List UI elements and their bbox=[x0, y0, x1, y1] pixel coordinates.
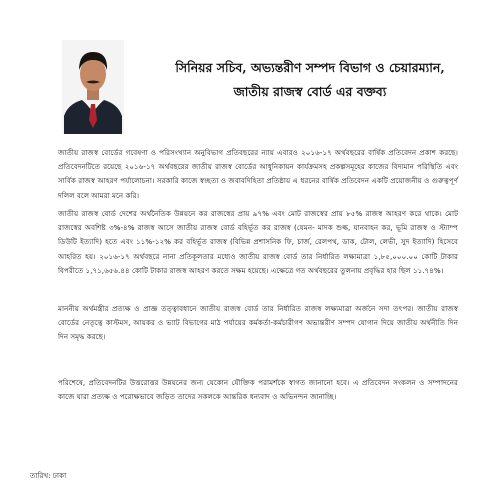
statement-title bbox=[150, 56, 470, 104]
paragraph-2: জাতীয় রাজস্ব বোর্ড দেশের অর্থনৈতিক উন্নয়নে কর রাজস্বের প্রায় ৯৭% এবং মোট রাজস্বের প্রায় ৮৫% রাজস্ব আহরণ করে থাকে। মোট রাজস্বের অবশিষ্ট ৩%-৪% রাজস্ব আসে জাতীয় রাজস্ব বোর্ড বহির্ভূত কর রাজস্ব (যেমন- মাদক শুল্ক, যানবাহন কর, ভূমি রাজস্ব ও স্ট্যাম্প ডিউটি ইত্যাদি) হতে এবং ১১%-১২% কর বহির্ভূত রাজস্ব (বিভিন্ন প্রশাসনিক ফি, চার্জ, রেলপথ, ডাক, টোল, লেভী, সুদ ইত্যাদি) হিসেবে আহরিত হয়। ২০১৬-১৭ অর্থবছরে নানা প্রতিকূলতার মধ্যেও জাতীয় রাজস্ব বোর্ড তার নির্ধারিত লক্ষ্যমাত্রা ১,৮৫,০০০.০০ কোটি টাকার বিপরীতে ১,৭১,৬৫৬.৪৪ কোটি টাকার রাজস্ব আহরণ করতে সক্ষম হয়েছে। এক্ষেত্রে গত অর্থবছরের তুলনায় প্রবৃদ্ধির হার ছিল ১১.৭৪%। bbox=[58, 209, 458, 275]
paragraph-1: জাতীয় রাজস্ব বোর্ডের গবেষণা ও পরিসংখ্যান অনুবিভাগ প্রতিবছরের ন্যায় এবারও ২০১৬-১৭ অর্থবছরের বার্ষিক প্রতিবেদন প্রকাশ করছে। প্রতিবেদনটিতে রয়েছে ২০১৬-১৭ অর্থবছরের জাতীয় রাজস্ব বোর্ডের আধুনিকায়ন কার্যক্রমসহ প্রকল্পসমূহের কাজের বিদ্যমান পরিস্থিতি এবং সার্বিক রাজস্ব আহরণ পর্যালোচনা। সরকারি কাজে স্বচ্ছতা ও জবাবদিহিতা প্রতিষ্ঠায় এ ধরনের বার্ষিক প্রতিবেদন একটি প্রয়োজনীয় ও গুরুত্বপূর্ণ দলিল বলে আমরা মনে করি। bbox=[58, 148, 458, 200]
title-line-1: সিনিয়র সচিব, অভ্যন্তরীণ সম্পদ বিভাগ ও চেয়ারম্যান, bbox=[175, 60, 445, 75]
official-portrait bbox=[62, 40, 124, 134]
paragraph-4: পরিশেষে, প্রতিবেদনটির উত্তরোত্তর উন্নয়নের জন্য যেকোন যৌক্তিক পরামর্শকে স্বাগত জানানো হবে। এ প্রতিবেদন সংকলন ও সম্পাদনের কাজে যারা প্রত্যক্ষ ও পরোক্ষভাবে জড়িত তাদের সকলকে আন্তরিক ধন্যবাদ ও অভিনন্দন জানাচ্ছি। bbox=[58, 378, 458, 402]
title-line-2: জাতীয় রাজস্ব বোর্ড এর বক্তব্য bbox=[233, 84, 387, 99]
paragraph-3: মাননীয় অর্থমন্ত্রীর প্রত্যক্ষ ও প্রাজ্ঞ তত্ত্বাবধানে জাতীয় রাজস্ব বোর্ড তার নির্ধারিত রাজস্ব লক্ষ্যমাত্রা অর্জনে সদা তৎপর। জাতীয় রাজস্ব বোর্ডের নেতৃত্বে কাস্টমস, আয়কর ও ভ্যাট বিভাগের মাঠ পর্যায়ের কর্মকর্তা-কর্মচারীগণ অভ্যন্তরীণ সম্পদ যোগান দিয়ে জাতীয় অর্থনীতি দিন দিন সমৃদ্ধ করছে। bbox=[58, 304, 458, 342]
date-label: তারিখ: ঢাকা bbox=[30, 471, 67, 480]
portrait-illustration bbox=[62, 40, 124, 134]
